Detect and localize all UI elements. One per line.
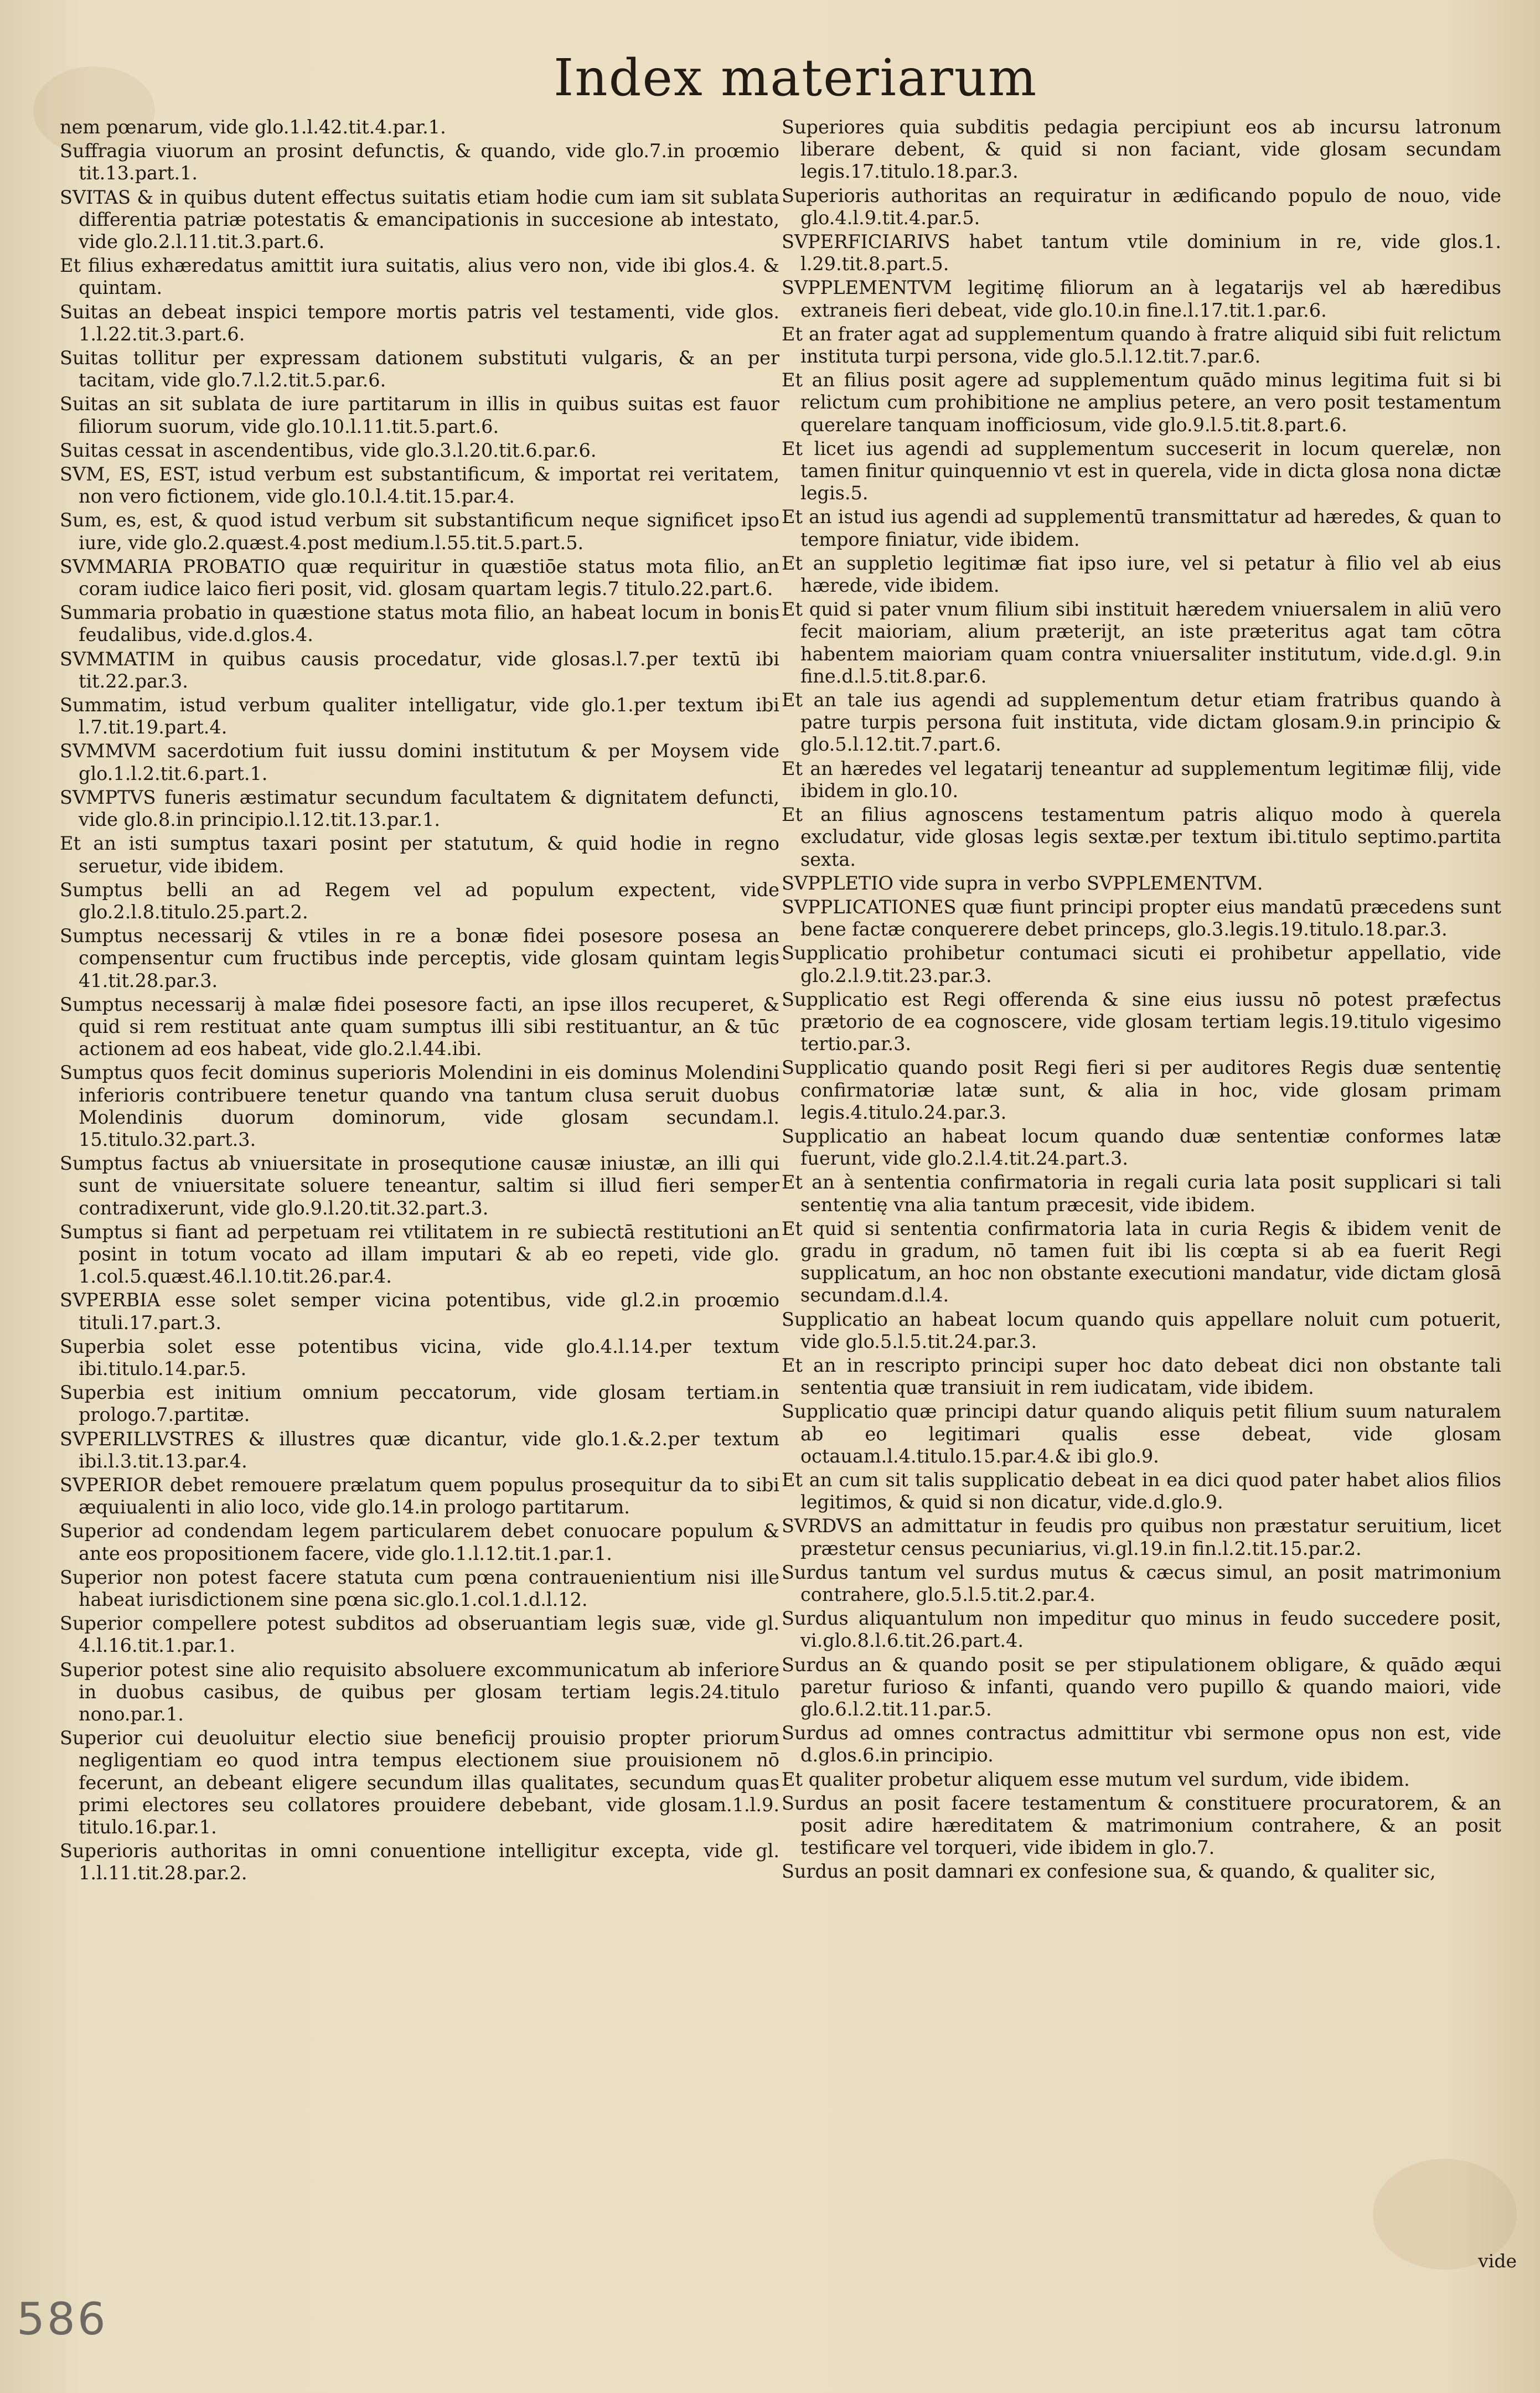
index-entry: Et an frater agat ad supplementum quando à fratre aliquid sibi fuit relictum instituta turpi persona, vide glo.5.l.12.tit.7.par.6. — [782, 323, 1501, 368]
index-entry: Supplicatio est Regi offerenda & sine eius iussu nō potest præfectus prætorio de ea cognoscere, vide glosam tertiam legis.19.titulo vigesimo tertio.par.3. — [782, 988, 1501, 1055]
index-entry: Sumptus quos fecit dominus superioris Molendini in eis dominus Molendini inferioris contribuere tenetur quando vna tantum clusa seruit duobus Molendinis duorum dominorum, vide glosam secundam.l. 15.titulo.32.part.3. — [60, 1062, 779, 1150]
index-entry: SVPPLETIO vide supra in verbo SVPPLEMENTVM. — [782, 872, 1263, 894]
index-entry: Sumptus factus ab vniuersitate in prosequtione causæ iniustæ, an illi qui sunt de vniuersitate soluere teneantur, saltim si illud fieri semper contradixerunt, vide glo.9.l.20.tit.32.part.3. — [60, 1152, 779, 1219]
index-entry: Surdus aliquantulum non impeditur quo minus in feudo succedere posit, vi.glo.8.l.6.tit.26.part.4. — [782, 1608, 1501, 1652]
index-entry: Surdus ad omnes contractus admittitur vbi sermone opus non est, vide d.glos.6.in principio. — [782, 1722, 1501, 1766]
right-entries — [782, 116, 1501, 1883]
index-entry: SVPPLEMENTVM legitimę filiorum an à legatarijs vel ab hæredibus extraneis fieri debeat, vide glo.10.in fine.l.17.tit.1.par.6. — [782, 277, 1501, 321]
catchword: vide — [1478, 2250, 1517, 2272]
index-entry: Suitas an sit sublata de iure partitarum in illis in quibus suitas est fauor filiorum suorum, vide glo.10.l.11.tit.5.part.6. — [60, 393, 779, 437]
index-entry: Et an hæredes vel legatarij teneantur ad supplementum legitimæ filij, vide ibidem in glo.10. — [782, 757, 1501, 802]
index-entry: Surdus an posit facere testamentum & constituere procuratorem, & an posit adire hæreditatem & matrimonium contrahere, & an posit testificare vel torqueri, vide ibidem in glo.7. — [782, 1792, 1501, 1859]
index-entry: SVPERILLVSTRES & illustres quæ dicantur, vide glo.1.&.2.per textum ibi.l.3.tit.13.par.4. — [60, 1428, 779, 1472]
index-entry: Et an tale ius agendi ad supplementum detur etiam fratribus quando à patre turpis persona fuit instituta, vide dictam glosam.9.in principio & glo.5.l.12.tit.7.part.6. — [782, 689, 1501, 756]
index-entry: Superior potest sine alio requisito absoluere excommunicatum ab inferiore in duobus casibus, de quibus per glosam tertiam legis.24.titulo nono.par.1. — [60, 1658, 779, 1725]
left-column — [60, 116, 779, 2236]
index-entry: Et an à sententia confirmatoria in regali curia lata posit supplicari si tali sententię vna alia tantum præcesit, vide ibidem. — [782, 1171, 1501, 1216]
index-entry: Sumptus si fiant ad perpetuam rei vtilitatem in re subiectā restitutioni an posint in totum vocato ad illam imputari & ab eo repeti, vide glo. 1.col.5.quæst.46.l.10.tit.26.par.4. — [60, 1221, 779, 1288]
index-entry: Superiores quia subditis pedagia percipiunt eos ab incursu latronum liberare debent, & quid si non faciant, vide glosam secundam legis.17.titulo.18.par.3. — [782, 116, 1501, 183]
index-entry: SVPERBIA esse solet semper vicina potentibus, vide gl.2.in proœmio tituli.17.part.3. — [60, 1289, 779, 1334]
index-entry: Et an filius agnoscens testamentum patris aliquo modo à querela excludatur, vide glosas legis sextæ.per textum ibi.titulo septimo.partita sexta. — [782, 804, 1501, 870]
index-entry: SVITAS & in quibus dutent effectus suitatis etiam hodie cum iam sit sublata differentia patriæ potestatis & emancipationis in succesione ab intestato, vide glo.2.l.11.tit.3.part.6. — [60, 186, 779, 253]
index-entry: SVMPTVS funeris æstimatur secundum facultatem & dignitatem defuncti, vide glo.8.in principio.l.12.tit.13.par.1. — [60, 786, 779, 831]
index-entry: Superior compellere potest subditos ad obseruantiam legis suæ, vide gl. 4.l.16.tit.1.par.1. — [60, 1612, 779, 1657]
index-entry: Et an istud ius agendi ad supplementū transmittatur ad hæredes, & quan to tempore finiatur, vide ibidem. — [782, 506, 1501, 550]
index-entry: Supplicatio prohibetur contumaci sicuti ei prohibetur appellatio, vide glo.2.l.9.tit.23.par.3. — [782, 942, 1501, 986]
index-entry: Surdus tantum vel surdus mutus & cæcus simul, an posit matrimonium contrahere, glo.5.l.5.tit.2.par.4. — [782, 1561, 1501, 1605]
index-entry: Suitas an debeat inspici tempore mortis patris vel testamenti, vide glos. 1.l.22.tit.3.part.6. — [60, 301, 779, 345]
index-entry: SVMMVM sacerdotium fuit iussu domini institutum & per Moysem vide glo.1.l.2.tit.6.part.1. — [60, 740, 779, 784]
index-entry: Superior ad condendam legem particularem debet conuocare populum & ante eos propositionem facere, vide glo.1.l.12.tit.1.par.1. — [60, 1520, 779, 1564]
index-entry: Et licet ius agendi ad supplementum succeserit in locum querelæ, non tamen finitur quinquennio vt est in querela, vide in dicta glosa nona dictæ legis.5. — [782, 437, 1501, 504]
index-entry: nem pœnarum, vide glo.1.l.42.tit.4.par.1. — [60, 116, 446, 138]
index-entry: SVRDVS an admittatur in feudis pro quibus non præstatur seruitium, licet præstetur census pecuniarius, vi.gl.19.in fin.l.2.tit.15.par.2. — [782, 1515, 1501, 1559]
index-entry: Et an filius posit agere ad supplementum quādo minus legitima fuit si bi relictum cum prohibitione ne amplius petere, an vero posit testamentum querelare tanquam inofficiosum, vide glo.9.l.5.tit.8.part.6. — [782, 369, 1501, 436]
index-entry: Superbia est initium omnium peccatorum, vide glosam tertiam.in prologo.7.partitæ. — [60, 1382, 779, 1426]
index-entry: Et an cum sit talis supplicatio debeat in ea dici quod pater habet alios filios legitimos, & quid si non dicatur, vide.d.glo.9. — [782, 1469, 1501, 1513]
index-entry: Et filius exhæredatus amittit iura suitatis, alius vero non, vide ibi glos.4. & quintam. — [60, 255, 779, 299]
index-entry: Superior cui deuoluitur electio siue beneficij prouisio propter priorum negligentiam eo quod intra tempus electionem siue prouisionem nō fecerunt, an debeant eligere secundum illas qualitates, secundum quas primi electores seu collatores prouidere debebant, vide glosam.1.l.9. titulo.16.par.1. — [60, 1727, 779, 1838]
index-entry: SVPERFICIARIVS habet tantum vtile dominium in re, vide glos.1. l.29.tit.8.part.5. — [782, 231, 1501, 275]
index-entry: SVM, ES, EST, istud verbum est substantificum, & importat rei veritatem, non vero fictionem, vide glo.10.l.4.tit.15.par.4. — [60, 463, 779, 508]
index-entry: Supplicatio quando posit Regi fieri si per auditores Regis duæ sententię confirmatoriæ latæ sunt, & alia in hoc, vide glosam primam legis.4.titulo.24.par.3. — [782, 1057, 1501, 1123]
index-entry: Supplicatio quæ principi datur quando aliquis petit filium suum naturalem ab eo legitimari qualis esse debeat, vide glosam octauam.l.4.titulo.15.par.4.& ibi glo.9. — [782, 1400, 1501, 1467]
index-entry: Surdus an & quando posit se per stipulationem obligare, & quādo æqui paretur furioso & infanti, quando vero pupillo & quando maiori, vide glo.6.l.2.tit.11.par.5. — [782, 1653, 1501, 1720]
index-entry: Suitas cessat in ascendentibus, vide glo.3.l.20.tit.6.par.6. — [60, 439, 597, 461]
index-entry: Sumptus necessarij à malæ fidei posesore facti, an ipse illos recuperet, & quid si rem restituat ante quam sumptus illi sibi restituantur, an & tūc actionem ad eos habeat, vide glo.2.l.44.ibi. — [60, 993, 779, 1060]
index-entry: Superioris authoritas an requiratur in ædificando populo de nouo, vide glo.4.l.9.tit.4.par.5. — [782, 184, 1501, 229]
folio-number: 586 — [17, 2293, 108, 2345]
index-entry: Summaria probatio in quæstione status mota filio, an habeat locum in bonis feudalibus, vide.d.glos.4. — [60, 602, 779, 646]
index-entry: Et an isti sumptus taxari posint per statutum, & quid hodie in regno seruetur, vide ibidem. — [60, 833, 779, 877]
index-entry: Et qualiter probetur aliquem esse mutum vel surdum, vide ibidem. — [782, 1768, 1410, 1790]
page-header: Index materiarum — [554, 48, 1038, 107]
index-entry: Sum, es, est, & quod istud verbum sit substantificum neque significet ipso iure, vide glo.2.quæst.4.post medium.l.55.tit.5.part.5. — [60, 509, 779, 554]
index-entry: SVPPLICATIONES quæ fiunt principi propter eius mandatū præcedens sunt bene factæ conquerere debet princeps, glo.3.legis.19.titulo.18.par.3. — [782, 896, 1501, 940]
left-entries — [60, 116, 779, 1885]
index-entry: Sumptus belli an ad Regem vel ad populum expectent, vide glo.2.l.8.titulo.25.part.2. — [60, 878, 779, 923]
index-entry: Supplicatio an habeat locum quando quis appellare noluit cum potuerit, vide glo.5.l.5.tit.24.par.3. — [782, 1308, 1501, 1352]
index-entry: SVPERIOR debet remouere prælatum quem populus prosequitur da to sibi æquiualenti in alio loco, vide glo.14.in prologo partitarum. — [60, 1474, 779, 1518]
index-entry: Et an in rescripto principi super hoc dato debeat dici non obstante tali sententia quæ transiuit in rem iudicatam, vide ibidem. — [782, 1354, 1501, 1399]
index-entry: Superbia solet esse potentibus vicina, vide glo.4.l.14.per textum ibi.titulo.14.par.5. — [60, 1335, 779, 1379]
index-entry: Et quid si sententia confirmatoria lata in curia Regis & ibidem venit de gradu in gradum, nō tamen fuit ibi lis cœpta si ab ea fuerit Regi supplicatum, an hoc non obstante executioni mandatur, vide dictam glosā secundam.d.l.4. — [782, 1217, 1501, 1306]
index-entry: Et quid si pater vnum filium sibi instituit hæredem vniuersalem in aliū vero fecit maioriam, alium præterijt, an iste præteritus agat tam cōtra habentem maioriam quam contra vniuersaliter institutum, vide.d.gl. 9.in fine.d.l.5.tit.8.par.6. — [782, 598, 1501, 687]
index-entry: Superioris authoritas in omni conuentione intelligitur excepta, vide gl. 1.l.11.tit.28.par.2. — [60, 1840, 779, 1884]
index-entry: Supplicatio an habeat locum quando duæ sententiæ conformes latæ fuerunt, vide glo.2.l.4.tit.24.part.3. — [782, 1125, 1501, 1170]
index-entry: Surdus an posit damnari ex confesione sua, & quando, & qualiter sic, — [782, 1860, 1436, 1883]
index-entry: SVMMATIM in quibus causis procedatur, vide glosas.l.7.per textū ibi tit.22.par.3. — [60, 648, 779, 692]
right-column — [782, 116, 1501, 2236]
index-entry: Summatim, istud verbum qualiter intelligatur, vide glo.1.per textum ibi l.7.tit.19.part.4. — [60, 694, 779, 738]
index-entry: Superior non potest facere statuta cum pœna contrauenientium nisi ille habeat iurisdictionem sine pœna sic.glo.1.col.1.d.l.12. — [60, 1566, 779, 1610]
index-entry: Suffragia viuorum an prosint defunctis, & quando, vide glo.7.in proœmio tit.13.part.1. — [60, 140, 779, 184]
index-entry: SVMMARIA PROBATIO quæ requiritur in quæstiōe status mota filio, an coram iudice laico fieri posit, vid. glosam quartam legis.7 titulo.22.part.6. — [60, 555, 779, 600]
index-entry: Et an suppletio legitimæ fiat ipso iure, vel si petatur à filio vel ab eius hærede, vide ibidem. — [782, 552, 1501, 597]
index-entry: Suitas tollitur per expressam dationem substituti vulgaris, & an per tacitam, vide glo.7.l.2.tit.5.par.6. — [60, 347, 779, 391]
index-entry: Sumptus necessarij & vtiles in re a bonæ fidei posesore posesa an compensentur cum fructibus inde perceptis, vide glosam quintam legis 41.tit.28.par.3. — [60, 925, 779, 991]
